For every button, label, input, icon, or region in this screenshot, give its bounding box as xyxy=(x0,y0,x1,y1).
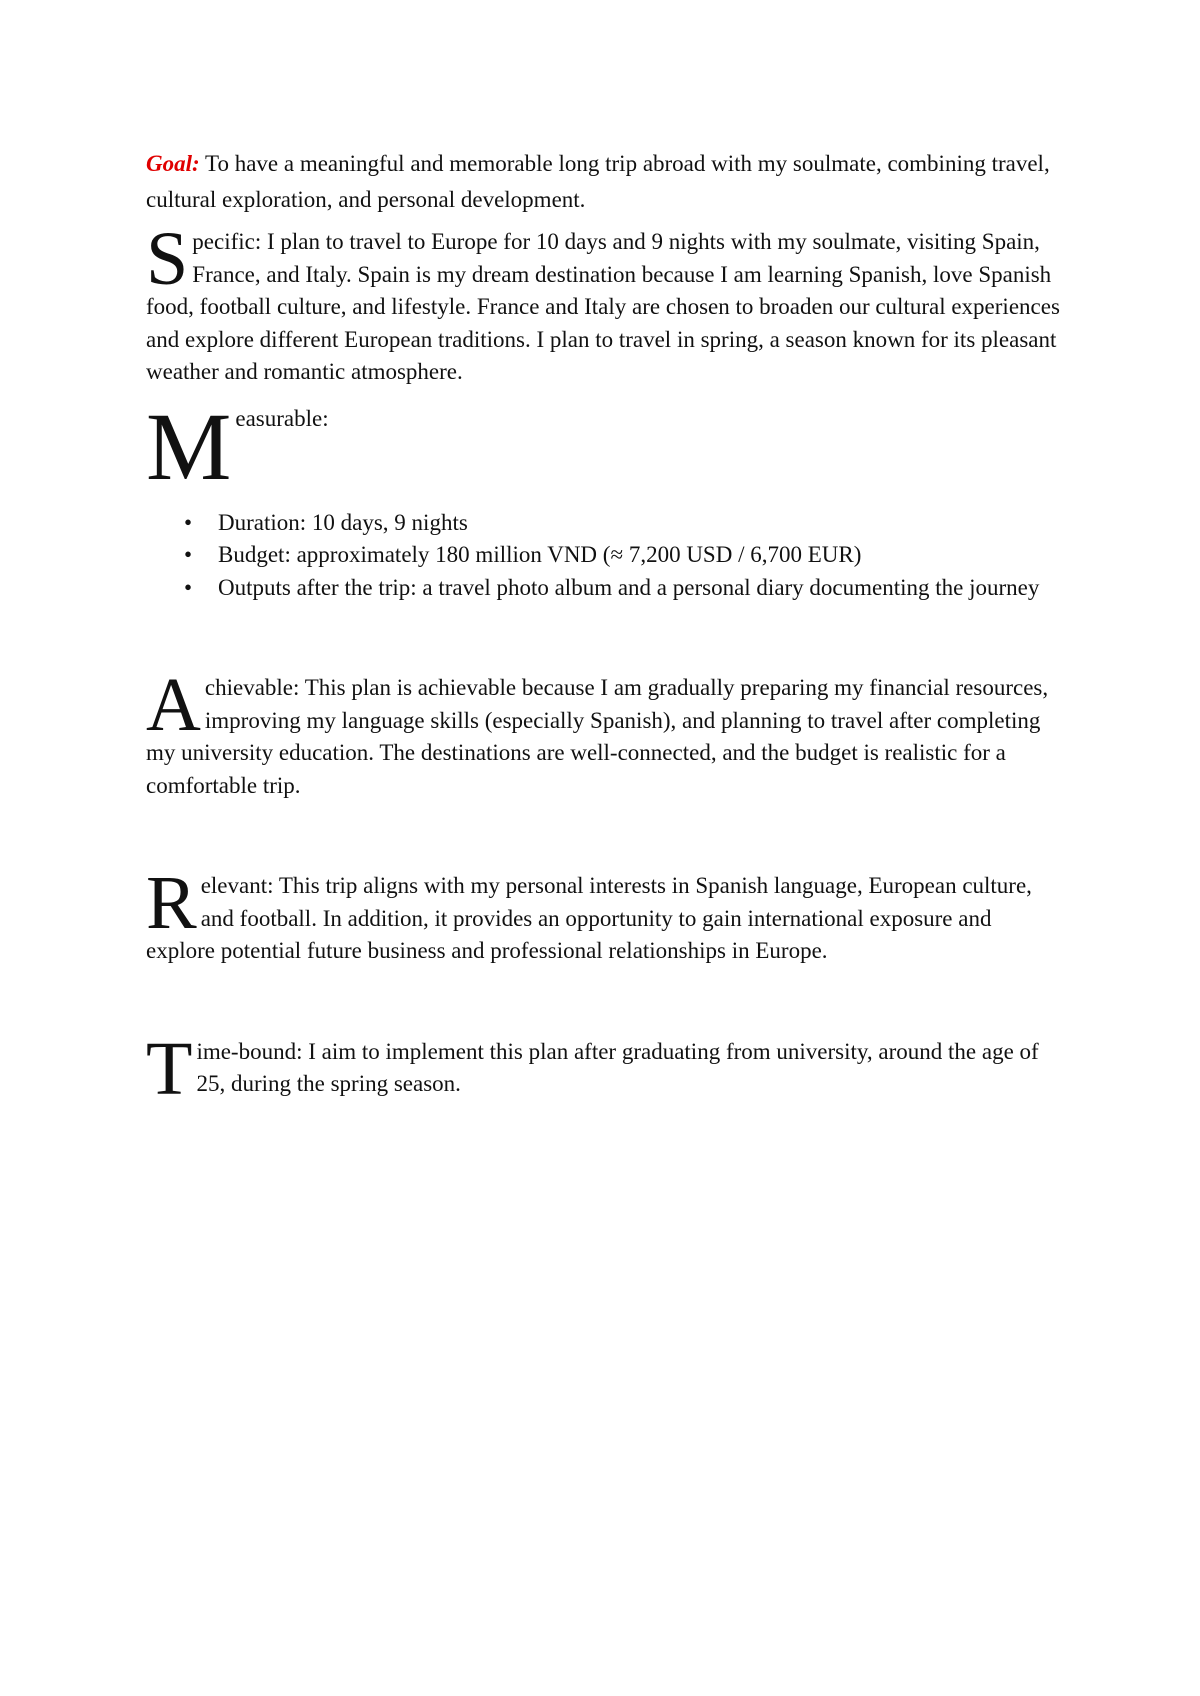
list-item-text: Budget: approximately 180 million VND (≈ 7,200 USD / 6,700 EUR) xyxy=(218,542,862,567)
bullet-icon: • xyxy=(184,574,193,600)
goal-text: To have a meaningful and memorable long trip abroad with my soulmate, combining travel, cultural exploration, and personal development. xyxy=(146,151,1050,212)
list-item-text: Duration: 10 days, 9 nights xyxy=(218,509,468,535)
achievable-section xyxy=(146,663,1066,802)
list-item xyxy=(146,507,1108,540)
timebound-text: ime-bound: I aim to implement this plan after graduating from university, around the age of 25, during the spring season. xyxy=(196,1038,1039,1096)
measurable-list xyxy=(146,507,1066,605)
specific-drop-cap: S xyxy=(146,217,189,301)
achievable-text: chievable: This plan is achievable because I am gradually preparing my financial resources, improving my language skills (especially Spanish), and planning to travel after completing my university education. The destinations are well-connected, and the budget is realistic for a comfortable trip. xyxy=(146,675,1049,798)
timebound-section xyxy=(146,1026,1066,1111)
measurable-text: easurable: xyxy=(235,405,329,431)
bullet-icon: • xyxy=(184,542,193,567)
relevant-drop-cap: R xyxy=(146,861,197,945)
specific-section xyxy=(146,217,1066,389)
specific-text: pecific: I plan to travel to Europe for 10 days and 9 nights with my soulmate, visiting Spain, France, and Italy. Spain is my dream destination because I am learning Spanish, love Spanish food, football culture, and lifestyle. France and Italy are chosen to broaden our cultural experiences and explore different European traditions. I plan to travel in spring, a season known for its pleasant weather and romantic atmosphere. xyxy=(146,229,1060,384)
achievable-drop-cap: A xyxy=(146,663,201,747)
list-item xyxy=(146,539,1108,572)
goal-paragraph xyxy=(146,146,1066,218)
list-item-text: Outputs after the trip: a travel photo album and a personal diary documenting the journey xyxy=(218,574,1040,600)
bullet-icon: • xyxy=(184,509,193,535)
relevant-section xyxy=(146,861,1066,968)
measurable-drop-cap: M xyxy=(146,392,232,500)
relevant-text: elevant: This trip aligns with my personal interests in Spanish language, European culture, and football. In addition, it provides an opportunity to gain international exposure and explore potential future business and professional relationships in Europe. xyxy=(146,873,1032,963)
list-item xyxy=(146,572,1108,605)
document-page xyxy=(146,146,1066,1111)
timebound-drop-cap: T xyxy=(146,1026,193,1111)
goal-label: Goal: xyxy=(146,151,200,176)
measurable-section xyxy=(146,392,1066,500)
